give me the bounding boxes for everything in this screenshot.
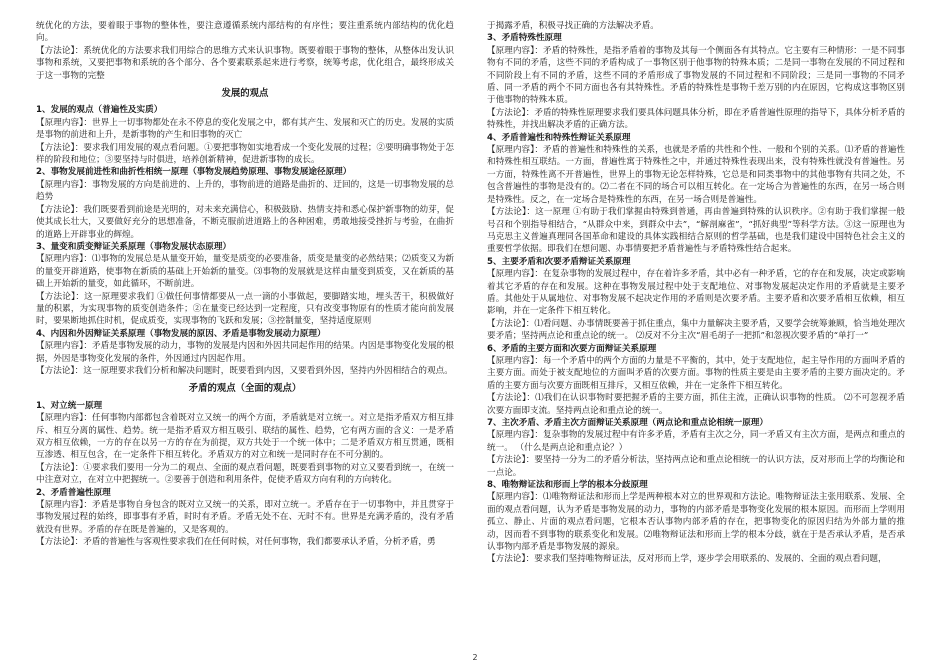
principle-content: 【原理内容】：任何事物内部都包含着既对立又统一的两个方面，矛盾就是对立统一。对立是指矛盾双方相互排斥、相互分离的属性、趋势。统一是指矛盾双方相互吸引、联结的属性、趋势，它有两方面的含义：一是矛盾双方相互依赖，一方的存在以另一方的存在为前提，双方共处于一个统一体中；二是矛盾双方相互贯通，既相互渗透、相互包含，在一定条件下相互转化。矛盾双方的对立和统一是同时存在不可分割的。 — [36, 413, 454, 461]
principle-content: 【原理内容】：⑴事物的发展总是从量变开始，量变是质变的必要准备，质变是量变的必然结果；⑵质变又为新的量变开辟道路，使事物在新质的基础上开始新的量变。⑶事物的发展就是这样由量变到质变，又在新质的基础上开始新的量变，如此循环，不断前进。 — [36, 254, 454, 290]
principle-content: 【原理内容】：矛盾的普遍性和特殊性的关系，也就是矛盾的共性和个性、一般和个别的关系。⑴矛盾的普遍性和特殊性相互联结。一方面，普遍性寓于特殊性之中，并通过特殊性表现出来，没有特殊性就没有普遍性。另一方面，特殊性离不开普遍性，世界上的事物无论怎样特殊，它总是和同类事物中的其他事物有共同之处，不包含普遍性的事物是没有的。⑵二者在不同的场合可以相互转化。在一定场合为普遍性的东西，在另一场合则是特殊性。反之，在一定场合是特殊性的东西，在另一场合则是普遍性。 — [487, 145, 905, 205]
principle-content: 【原理内容】：复杂事物的发展过程中有许多矛盾，矛盾有主次之分，同一矛盾又有主次方面，是两点和重点的统一。 （什么是两点论和重点论？） — [487, 430, 905, 453]
methodology: 【方法论】：我们既要看到前途是光明的，对未来充满信心，积极鼓励、热情支持和悉心保护新事物的幼芽，促使其成长壮大，又要做好充分的思想准备，不断克服前进道路上的各种困难，勇敢地接受挫折与考验，在曲折的道路上开辟事业的辉煌。 — [36, 204, 454, 240]
heading-c1: 1、对立统一原理 — [36, 400, 103, 411]
section-title-contradiction: 矛盾的观点（全面的观点） — [188, 383, 302, 395]
principle-content: 【原理内容】：世界上一切事物都处在永不停息的变化发展之中，都有其产生、发展和灭亡的历史。发展的实质是事物的前进和上升，是新事物的产生和旧事物的灭亡 — [36, 117, 454, 141]
principle-content: 【原理内容】：事物发展的方向是前进的、上升的，事物前进的道路是曲折的、迂回的，这是一切事物发展的总趋势 — [36, 179, 454, 203]
heading-4: 4、内因和外因辩证关系原理（事物发展的原因、矛盾是事物发展动力原理） — [36, 328, 326, 339]
intro-paragraph: 统优化的方法，要着眼于事物的整体性，要注意遵循系统内部结构的有序性；要注重系统内部结构的优化趋向。 — [36, 21, 454, 44]
heading-3: 3、量变和质变辩证关系原理（事物发展状态原理） — [36, 241, 232, 252]
continuation: 于揭露矛盾，积极寻找正确的方法解决矛盾。 — [487, 21, 659, 31]
methodology: 【方法论】：要求我们坚持唯物辩证法，反对形而上学，逐步学会用联系的、发展的、全面的观点看问题， — [487, 554, 887, 565]
methodology: 【方法论】：要坚持一分为二的矛盾分析法，坚持两点论和重点论相统一的认识方法，反对形而上学的均衡论和一点论。 — [487, 455, 905, 478]
heading-c2: 2、矛盾普遍性原理 — [36, 487, 111, 498]
principle-content: 【原理内容】：⑴唯物辩证法和形而上学是两种根本对立的世界观和方法论。唯物辩证法主张用联系、发展、全面的观点看问题，认为矛盾是事物发展的动力，事物的内部矛盾是事物变化发展的根本原因。而形而上学则用孤立、静止、片面的观点看问题，它根本否认事物内部矛盾的存在，把事物变化的原因归结为外部力量的推动，因而看不到事物的联系变化和发展。⑵唯物辩证法和形而上学的根本分歧，就在于是否承认矛盾，是否承认事物内部矛盾是事物发展的源泉。 — [487, 492, 905, 553]
methodology: 【方法论】：①要求我们要用一分为二的观点、全面的观点看问题，既要看到事物的对立又要看到统一，在统一中注意对立，在对立中把握统一。②要善于创造和利用条件，促使矛盾双方向有利的方向转化。 — [36, 462, 454, 486]
principle-content: 【原理内容】：矛盾是事物发展的动力，事物的发展是内因和外因共同起作用的结果。内因是事物变化发展的根据，外因是事物变化发展的条件，外因通过内因起作用。 — [36, 341, 454, 364]
methodology: 【方法论】：⑴我们在认识事物时要把握矛盾的主要方面，抓住主流，正确认识事物的性质。 ⑵不可忽视矛盾次要方面即支流。坚持两点论和重点论的统一。 — [487, 393, 905, 416]
page-number: 2 — [472, 653, 478, 662]
principle-content: 【原理内容】：每一个矛盾中的两个方面的力量是不平衡的，其中，处于支配地位，起主导作用的方面叫矛盾的主要方面。而处于被支配地位的方面叫矛盾的次要方面。事物的性质主要是由主要矛盾的主要方面决定的。矛盾的主要方面与次要方面既相互排斥，又相互依赖，并在一定条件下相互转化。 — [487, 355, 905, 391]
heading-d3: 3、矛盾特殊性原理 — [487, 33, 562, 44]
heading-2: 2、事物发展前进性和曲折性相统一原理（事物发展趋势原理、事物发展途径原理） — [36, 167, 352, 178]
heading-d6: 6、矛盾的主要方面和次要方面辩证关系原理 — [487, 343, 657, 354]
left-column — [36, 20, 454, 656]
intro-method: 【方法论】：系统优化的方法要求我们用综合的思维方式来认识事物。既要着眼于事物的整体，从整体出发认识事物和系统，又要把事物和系统的各个部分、各个要素联系起来进行考察，统筹考虑，优化组合，最终形成关于这一事物的完整 — [36, 45, 454, 81]
methodology: 【方法论】：⑴看问题、办事情既要善于抓住重点，集中力量解决主要矛盾，又要学会统筹兼顾，恰当地处理次要矛盾；坚持两点论和重点论的统一。 ⑵反对不分主次“眉毛胡子一把抓”和忽视次要矛盾的“单打一” — [487, 318, 905, 342]
principle-content: 【原理内容】：在复杂事物的发展过程中，存在着许多矛盾，其中必有一种矛盾，它的存在和发展，决定或影响着其它矛盾的存在和发展。这种在事物发展过程中处于支配地位、对事物发展起决定作用的矛盾就是主要矛盾。其他处于从属地位、对事物发展不起决定作用的矛盾则是次要矛盾。主要矛盾和次要矛盾相互依赖，相互影响，并在一定条件下相互转化。 — [487, 269, 905, 317]
methodology: 【方法论】：矛盾的特殊性原理要求我们要具体问题具体分析，即在矛盾普遍性原理的指导下，具体分析矛盾的特殊性，并找出解决矛盾的正确方法。 — [487, 107, 905, 131]
methodology: 【方法论】：这一原理 ①有助于我们掌握由特殊到普通，再由普遍到特殊的认识秩序。②有助于我们掌握一般号召和个别指导相结合，“从群众中来，到群众中去”，“解剖麻雀”，“抓好典型”等科学方法。③这一原理也为马克思主义普遍真理同各国革命和建设的具体实践相结合原则的哲学基础，也是我们建设中国特色社会主义的重要哲学依据。即我们在想问题、办事情要把矛盾普遍性与矛盾特殊性结合起来。 — [487, 207, 905, 255]
heading-d8: 8、唯物辩证法和形而上学的根本分歧原理 — [487, 480, 648, 491]
heading-d7: 7、主次矛盾、矛盾主次方面辩证关系原理（两点论和重点论相统一原理） — [487, 418, 768, 428]
principle-content: 【原理内容】：矛盾的特殊性，是指矛盾着的事物及其每一个侧面各有其特点。它主要有三种情形：一是不同事物有不同的矛盾，这些不同的矛盾构成了一事物区别于他事物的特殊本质；二是同一事物在发展的不同过程和不同阶段上有不同的矛盾，这些不同的矛盾形成了事物发展的不同过程和不同阶段；三是同一事物的不同矛盾、同一矛盾的两个不同方面也各有其特殊性。矛盾的特殊性是事物千差万别的内在原因，它构成这事物区别于他事物的特殊本质。 — [487, 45, 905, 106]
heading-1: 1、发展的观点（普遍性及实质） — [36, 105, 163, 116]
section-title-development: 发展的观点 — [221, 88, 269, 100]
principle-content: 【原理内容】：矛盾是事物自身包含的既对立又统一的关系，即对立统一。矛盾存在于一切事物中，并且贯穿于事物发展过程的始终，即事事有矛盾，时时有矛盾。矛盾无处不在、无时不有。世界是充满矛盾的，没有矛盾就没有世界。矛盾的存在既是普遍的，又是客观的。 — [36, 500, 454, 535]
methodology: 【方法论】：这一原理要求我们分析和解决问题时，既要看到内因，又要看到外因，坚持内外因相结合的观点。 — [36, 365, 453, 376]
heading-d4: 4、矛盾普遍性和特殊性辩证关系原理 — [487, 132, 631, 143]
heading-d5: 5、主要矛盾和次要矛盾辩证关系原理 — [487, 256, 631, 267]
methodology: 【方法论】：矛盾的普遍性与客观性要求我们在任何时候，对任何事物，我们都要承认矛盾，分析矛盾，勇 — [36, 537, 436, 548]
methodology: 【方法论】：要求我们用发展的观点看问题。①要把事物如实地看成一个变化发展的过程；②要明确事物处于怎样的阶段和地位；③要坚持与时俱进，培养创新精神，促进新事物的成长。 — [36, 142, 454, 166]
methodology: 【方法论】：这一原理要求我们 ①做任何事情都要从一点一滴的小事做起，要脚踏实地，埋头苦干，积极做好量的积累，为实现事物的质变创造条件；②在量变已经达到一定程度，只有改变事物原有的性质才能向前发展时，要果断地抓住时机，促成质变，实现事物的飞跃和发展；③控制量变，坚持适度原则 — [36, 291, 454, 327]
right-column — [487, 20, 905, 656]
